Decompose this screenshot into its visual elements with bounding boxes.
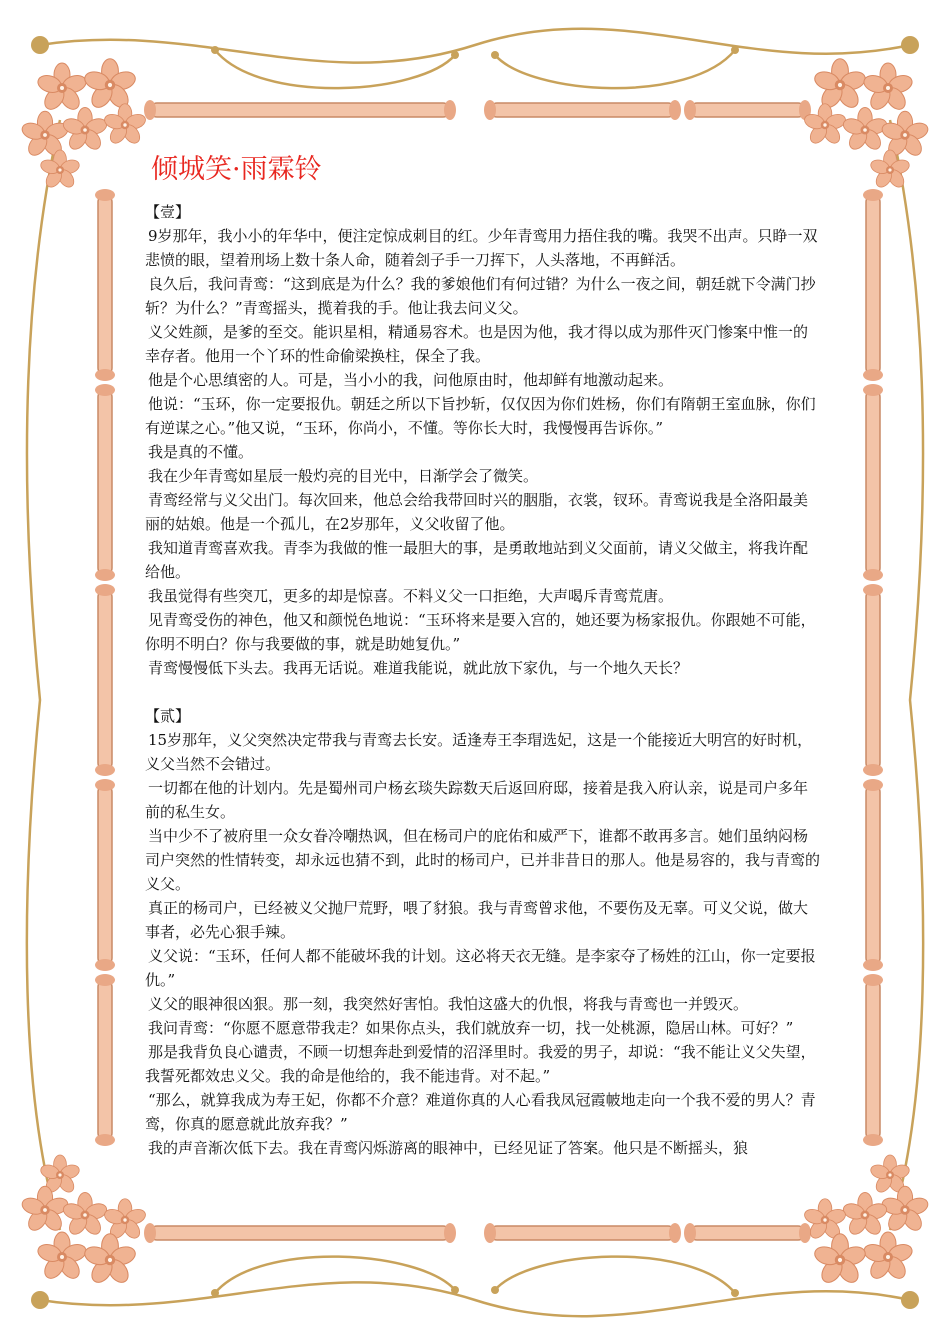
section-spacer bbox=[145, 680, 820, 704]
paragraph: 他说：“玉环，你一定要报仇。朝廷之所以下旨抄斩，仅仅因为你们姓杨，你们有隋朝王室血脉，你们有逆谋之心。”他又说，“玉环，你尚小，不懂。等你长大时，我慢慢再告诉你。” bbox=[145, 395, 816, 437]
paragraph: 我在少年青鸾如星辰一般灼亮的目光中，日渐学会了微笑。 bbox=[148, 467, 539, 485]
paragraph: 青鸾慢慢低下头去。我再无话说。难道我能说，就此放下家仇，与一个地久天长？ bbox=[148, 659, 689, 677]
paragraph: 真正的杨司户，已经被义父抛尸荒野，喂了豺狼。我与青鸾曾求他，不要伤及无辜。可义父说，做大事者，必先心狠手辣。 bbox=[145, 899, 809, 941]
paragraph: 义父说：“玉环，任何人都不能破坏我的计划。这必将天衣无缝。是李家夺了杨姓的江山，你一定要报仇。” bbox=[145, 947, 816, 989]
corner-flowers-bottom-right bbox=[803, 1155, 930, 1286]
paragraph: “那么，就算我成为寿王妃，你都不介意？难道你真的人心看我凤冠霞帔地走向一个我不爱的男人？青鸾，你真的愿意就此放弃我？” bbox=[145, 1091, 816, 1133]
paragraph: 良久后，我问青鸾：“这到底是为什么？我的爹娘他们有何过错？为什么一夜之间，朝廷就下令满门抄斩？为什么？”青鸾摇头，揽着我的手。他让我去问义父。 bbox=[145, 275, 816, 317]
paragraph: 我知道青鸾喜欢我。青李为我做的惟一最胆大的事，是勇敢地站到义父面前，请义父做主，将我许配给他。 bbox=[145, 539, 809, 581]
paragraph: 他是个心思缜密的人。可是，当小小的我，问他原由时，他却鲜有地激动起来。 bbox=[148, 371, 674, 389]
section-2 bbox=[145, 704, 820, 1160]
paragraph: 一切都在他的计划内。先是蜀州司户杨玄琰失踪数天后返回府邸，接着是我入府认亲，说是司户多年前的私生女。 bbox=[145, 779, 809, 821]
paragraph: 15岁那年，义父突然决定带我与青鸾去长安。适逢寿王李瑁选妃，这是一个能接近大明宫的好时机，义父当然不会错过。 bbox=[145, 731, 813, 773]
corner-flowers-top-left bbox=[20, 59, 147, 190]
paragraph: 那是我背负良心谴责，不顾一切想奔赴到爱情的沼泽里时。我爱的男子，却说：“我不能让义父失望，我誓死都效忠义父。我的命是他给的，我不能违背。对不起。” bbox=[145, 1043, 816, 1085]
section-heading: 【贰】 bbox=[145, 707, 191, 725]
corner-flowers-bottom-left bbox=[20, 1155, 147, 1286]
paragraph: 我问青鸾：“你愿不愿意带我走？如果你点头，我们就放弃一切，找一处桃源，隐居山林。可好？” bbox=[148, 1019, 794, 1037]
paragraph: 义父姓颜，是爹的至交。能识星相，精通易容术。也是因为他，我才得以成为那件灭门惨案中惟一的幸存者。他用一个丫环的性命偷梁换柱，保全了我。 bbox=[145, 323, 809, 365]
section-heading: 【壹】 bbox=[145, 203, 191, 221]
paragraph: 见青鸾受伤的神色，他又和颜悦色地说：“玉环将来是要入宫的，她还要为杨家报仇。你跟她不可能，你明不明白？你与我要做的事，就是助她复仇。” bbox=[145, 611, 816, 653]
document-body bbox=[145, 150, 820, 1160]
document-title: 倾城笑·雨霖铃 bbox=[151, 154, 322, 185]
section-1 bbox=[145, 200, 820, 680]
paragraph: 义父的眼神很凶狠。那一刻，我突然好害怕。我怕这盛大的仇恨，将我与青鸾也一并毁灭。 bbox=[148, 995, 749, 1013]
paragraph: 我的声音渐次低下去。我在青鸾闪烁游离的眼神中，已经见证了答案。他只是不断摇头，狼 bbox=[148, 1139, 749, 1157]
paragraph: 当中少不了被府里一众女眷冷嘲热讽，但在杨司户的庇佑和威严下，谁都不敢再多言。她们虽纳闷杨司户突然的性情转变，却永远也猜不到，此时的杨司户，已并非昔日的那人。他是易容的，我与青鸾的义父。 bbox=[145, 827, 821, 893]
paragraph: 我是真的不懂。 bbox=[148, 443, 254, 461]
corner-flowers-top-right bbox=[803, 59, 930, 190]
paragraph: 青鸾经常与义父出门。每次回来，他总会给我带回时兴的胭脂，衣裳，钗环。青鸾说我是全洛阳最美丽的姑娘。他是一个孤儿，在2岁那年，义父收留了他。 bbox=[145, 491, 809, 533]
paragraph: 我虽觉得有些突兀，更多的却是惊喜。不料义父一口拒绝，大声喝斥青鸾荒唐。 bbox=[148, 587, 674, 605]
paragraph: 9岁那年，我小小的年华中，便注定惊成刺目的红。少年青鸾用力捂住我的嘴。我哭不出声。只睁一双悲愤的眼，望着刑场上数十条人命，随着刽子手一刀挥下，人头落地，不再鲜活。 bbox=[145, 227, 818, 269]
